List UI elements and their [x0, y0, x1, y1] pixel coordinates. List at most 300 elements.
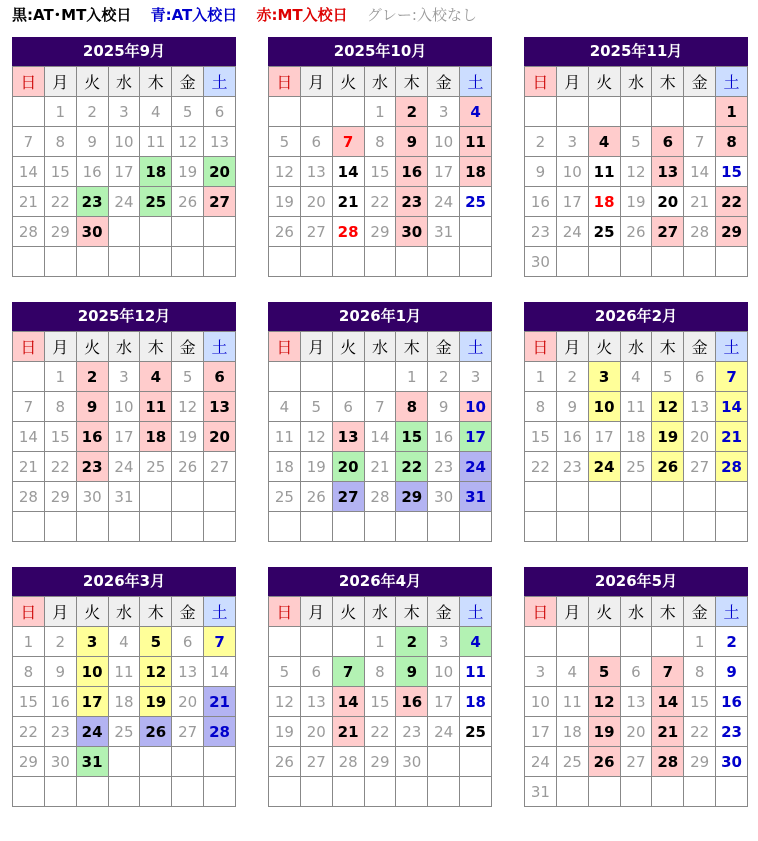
day-cell: 25 — [108, 717, 140, 747]
day-cell: 12 — [652, 392, 684, 422]
day-cell: 9 — [76, 392, 108, 422]
empty-cell — [460, 217, 492, 247]
week-row — [525, 452, 748, 482]
day-cell: 13 — [204, 392, 236, 422]
day-cell: 17 — [428, 687, 460, 717]
empty-cell — [620, 247, 652, 277]
week-row — [269, 97, 492, 127]
day-cell: 24 — [428, 187, 460, 217]
day-cell: 12 — [172, 392, 204, 422]
day-cell: 14 — [684, 157, 716, 187]
empty-cell — [364, 512, 396, 542]
empty-cell — [428, 777, 460, 807]
empty-cell — [172, 747, 204, 777]
weekday-header: 水 — [364, 67, 396, 97]
day-cell: 11 — [140, 127, 172, 157]
day-cell: 11 — [269, 422, 301, 452]
empty-cell — [332, 777, 364, 807]
day-cell: 18 — [269, 452, 301, 482]
empty-cell — [44, 777, 76, 807]
empty-cell — [13, 777, 45, 807]
day-cell: 5 — [652, 362, 684, 392]
empty-cell — [300, 247, 332, 277]
weekday-header: 木 — [652, 332, 684, 362]
empty-cell — [76, 512, 108, 542]
legend-blue: 青:AT入校日 — [150, 6, 238, 24]
week-row — [13, 777, 236, 807]
day-cell: 18 — [588, 187, 620, 217]
day-cell: 25 — [140, 187, 172, 217]
empty-cell — [364, 247, 396, 277]
day-cell: 3 — [108, 362, 140, 392]
day-cell: 20 — [300, 717, 332, 747]
month-calendar — [12, 37, 236, 277]
day-cell: 10 — [76, 657, 108, 687]
week-row — [269, 747, 492, 777]
day-cell: 6 — [620, 657, 652, 687]
weekday-header: 日 — [13, 597, 45, 627]
day-cell: 17 — [556, 187, 588, 217]
month-title: 2025年12月 — [12, 302, 236, 331]
day-cell: 20 — [204, 157, 236, 187]
day-cell: 28 — [652, 747, 684, 777]
month-calendar — [12, 567, 236, 807]
day-cell: 18 — [460, 687, 492, 717]
day-cell: 3 — [460, 362, 492, 392]
empty-cell — [269, 512, 301, 542]
empty-cell — [684, 97, 716, 127]
day-cell: 20 — [684, 422, 716, 452]
empty-cell — [396, 247, 428, 277]
month-title: 2026年4月 — [268, 567, 492, 596]
day-cell: 8 — [716, 127, 748, 157]
empty-cell — [140, 512, 172, 542]
month-title: 2025年9月 — [12, 37, 236, 66]
empty-cell — [140, 247, 172, 277]
empty-cell — [108, 512, 140, 542]
empty-cell — [140, 747, 172, 777]
day-cell: 30 — [44, 747, 76, 777]
day-cell: 30 — [396, 747, 428, 777]
weekday-header: 金 — [684, 67, 716, 97]
day-cell: 4 — [588, 127, 620, 157]
empty-cell — [76, 247, 108, 277]
empty-cell — [620, 627, 652, 657]
day-cell: 19 — [140, 687, 172, 717]
day-cell: 20 — [300, 187, 332, 217]
day-cell: 13 — [652, 157, 684, 187]
weekday-header: 水 — [620, 332, 652, 362]
empty-cell — [172, 777, 204, 807]
day-cell: 26 — [172, 187, 204, 217]
day-cell: 13 — [684, 392, 716, 422]
day-cell: 2 — [556, 362, 588, 392]
day-cell: 21 — [652, 717, 684, 747]
month-grid — [12, 66, 236, 277]
day-cell: 19 — [269, 187, 301, 217]
day-cell: 27 — [332, 482, 364, 512]
empty-cell — [332, 512, 364, 542]
day-cell: 24 — [76, 717, 108, 747]
week-row — [13, 217, 236, 247]
weekday-header: 木 — [140, 597, 172, 627]
day-cell: 16 — [556, 422, 588, 452]
empty-cell — [588, 627, 620, 657]
day-cell: 19 — [269, 717, 301, 747]
day-cell: 23 — [556, 452, 588, 482]
day-cell: 24 — [108, 452, 140, 482]
weekday-header: 水 — [108, 67, 140, 97]
day-cell: 3 — [556, 127, 588, 157]
week-row — [525, 512, 748, 542]
empty-cell — [300, 512, 332, 542]
weekday-header: 火 — [76, 67, 108, 97]
week-row — [13, 717, 236, 747]
month-title: 2026年5月 — [524, 567, 748, 596]
day-cell: 29 — [13, 747, 45, 777]
day-cell: 6 — [204, 362, 236, 392]
week-row — [525, 627, 748, 657]
day-cell: 2 — [44, 627, 76, 657]
day-cell: 8 — [44, 127, 76, 157]
empty-cell — [460, 512, 492, 542]
day-cell: 3 — [76, 627, 108, 657]
empty-cell — [172, 217, 204, 247]
weekday-header: 日 — [525, 597, 557, 627]
day-cell: 22 — [684, 717, 716, 747]
day-cell: 22 — [396, 452, 428, 482]
day-cell: 25 — [460, 187, 492, 217]
day-cell: 16 — [76, 157, 108, 187]
day-cell: 9 — [76, 127, 108, 157]
weekday-header: 木 — [652, 67, 684, 97]
empty-cell — [620, 97, 652, 127]
weekday-header: 月 — [300, 67, 332, 97]
day-cell: 29 — [44, 217, 76, 247]
month-calendar — [524, 567, 748, 807]
empty-cell — [588, 512, 620, 542]
weekday-header: 金 — [684, 597, 716, 627]
day-cell: 19 — [588, 717, 620, 747]
week-row — [525, 777, 748, 807]
day-cell: 21 — [364, 452, 396, 482]
weekday-header: 木 — [140, 332, 172, 362]
day-cell: 30 — [76, 482, 108, 512]
day-cell: 30 — [525, 247, 557, 277]
legend-grey: グレー:入校なし — [366, 6, 477, 24]
day-cell: 14 — [13, 157, 45, 187]
day-cell: 16 — [396, 687, 428, 717]
empty-cell — [300, 97, 332, 127]
day-cell: 5 — [172, 97, 204, 127]
day-cell: 10 — [556, 157, 588, 187]
day-cell: 18 — [140, 422, 172, 452]
empty-cell — [684, 247, 716, 277]
month-grid — [268, 331, 492, 542]
day-cell: 15 — [396, 422, 428, 452]
day-cell: 2 — [716, 627, 748, 657]
day-cell: 18 — [140, 157, 172, 187]
week-row — [525, 97, 748, 127]
weekday-header: 月 — [44, 597, 76, 627]
weekday-header: 土 — [204, 597, 236, 627]
day-cell: 1 — [684, 627, 716, 657]
day-cell: 8 — [525, 392, 557, 422]
empty-cell — [108, 777, 140, 807]
empty-cell — [204, 217, 236, 247]
day-cell: 12 — [269, 157, 301, 187]
empty-cell — [204, 747, 236, 777]
day-cell: 26 — [269, 217, 301, 247]
day-cell: 25 — [556, 747, 588, 777]
empty-cell — [396, 777, 428, 807]
day-cell: 1 — [13, 627, 45, 657]
day-cell: 17 — [108, 422, 140, 452]
empty-cell — [652, 97, 684, 127]
empty-cell — [716, 777, 748, 807]
day-cell: 12 — [620, 157, 652, 187]
day-cell: 19 — [652, 422, 684, 452]
day-cell: 22 — [13, 717, 45, 747]
empty-cell — [13, 247, 45, 277]
weekday-header: 日 — [269, 67, 301, 97]
weekday-header: 土 — [460, 597, 492, 627]
month-calendar — [12, 302, 236, 542]
day-cell: 28 — [332, 747, 364, 777]
empty-cell — [620, 512, 652, 542]
week-row — [13, 127, 236, 157]
week-row — [525, 157, 748, 187]
day-cell: 9 — [716, 657, 748, 687]
week-row — [269, 627, 492, 657]
day-cell: 7 — [684, 127, 716, 157]
weekday-header: 火 — [76, 332, 108, 362]
day-cell: 1 — [44, 97, 76, 127]
day-cell: 10 — [525, 687, 557, 717]
day-cell: 2 — [428, 362, 460, 392]
day-cell: 25 — [269, 482, 301, 512]
day-cell: 29 — [364, 747, 396, 777]
weekday-header: 木 — [396, 67, 428, 97]
day-cell: 31 — [460, 482, 492, 512]
day-cell: 16 — [428, 422, 460, 452]
day-cell: 7 — [716, 362, 748, 392]
day-cell: 2 — [396, 97, 428, 127]
day-cell: 8 — [364, 657, 396, 687]
day-cell: 5 — [588, 657, 620, 687]
month-grid — [524, 66, 748, 277]
day-cell: 13 — [300, 687, 332, 717]
day-cell: 22 — [716, 187, 748, 217]
empty-cell — [108, 217, 140, 247]
empty-cell — [652, 627, 684, 657]
empty-cell — [652, 512, 684, 542]
empty-cell — [652, 482, 684, 512]
month-grid — [12, 596, 236, 807]
empty-cell — [269, 97, 301, 127]
week-row — [525, 187, 748, 217]
day-cell: 23 — [525, 217, 557, 247]
day-cell: 22 — [44, 452, 76, 482]
day-cell: 31 — [108, 482, 140, 512]
empty-cell — [140, 217, 172, 247]
day-cell: 27 — [684, 452, 716, 482]
empty-cell — [13, 362, 45, 392]
empty-cell — [13, 97, 45, 127]
day-cell: 21 — [684, 187, 716, 217]
weekday-header: 月 — [44, 67, 76, 97]
month-title: 2025年11月 — [524, 37, 748, 66]
empty-cell — [684, 777, 716, 807]
empty-cell — [332, 362, 364, 392]
week-row — [525, 657, 748, 687]
day-cell: 2 — [525, 127, 557, 157]
weekday-header: 火 — [588, 597, 620, 627]
day-cell: 15 — [44, 157, 76, 187]
empty-cell — [716, 512, 748, 542]
empty-cell — [76, 777, 108, 807]
empty-cell — [140, 482, 172, 512]
day-cell: 22 — [525, 452, 557, 482]
week-row — [13, 482, 236, 512]
day-cell: 23 — [396, 187, 428, 217]
day-cell: 9 — [556, 392, 588, 422]
day-cell: 17 — [525, 717, 557, 747]
day-cell: 8 — [13, 657, 45, 687]
day-cell: 7 — [13, 392, 45, 422]
day-cell: 20 — [172, 687, 204, 717]
day-cell: 5 — [300, 392, 332, 422]
day-cell: 20 — [332, 452, 364, 482]
day-cell: 15 — [525, 422, 557, 452]
weekday-header: 月 — [300, 597, 332, 627]
day-cell: 26 — [620, 217, 652, 247]
day-cell: 23 — [44, 717, 76, 747]
week-row — [269, 657, 492, 687]
month-calendar — [524, 37, 748, 277]
day-cell: 23 — [76, 187, 108, 217]
day-cell: 7 — [204, 627, 236, 657]
day-cell: 24 — [460, 452, 492, 482]
weekday-header: 日 — [13, 67, 45, 97]
empty-cell — [556, 247, 588, 277]
weekday-header: 金 — [684, 332, 716, 362]
day-cell: 14 — [364, 422, 396, 452]
day-cell: 11 — [460, 657, 492, 687]
day-cell: 21 — [332, 717, 364, 747]
day-cell: 4 — [108, 627, 140, 657]
day-cell: 28 — [716, 452, 748, 482]
day-cell: 21 — [13, 187, 45, 217]
day-cell: 30 — [76, 217, 108, 247]
day-cell: 29 — [44, 482, 76, 512]
day-cell: 26 — [140, 717, 172, 747]
weekday-header: 金 — [428, 332, 460, 362]
week-row — [269, 482, 492, 512]
weekday-header: 日 — [13, 332, 45, 362]
empty-cell — [428, 247, 460, 277]
empty-cell — [300, 777, 332, 807]
weekday-header: 月 — [300, 332, 332, 362]
day-cell: 15 — [44, 422, 76, 452]
day-cell: 24 — [428, 717, 460, 747]
month-title: 2026年3月 — [12, 567, 236, 596]
weekday-header: 土 — [716, 67, 748, 97]
day-cell: 26 — [300, 482, 332, 512]
day-cell: 9 — [44, 657, 76, 687]
day-cell: 11 — [556, 687, 588, 717]
day-cell: 26 — [172, 452, 204, 482]
day-cell: 13 — [204, 127, 236, 157]
day-cell: 1 — [364, 97, 396, 127]
week-row — [13, 97, 236, 127]
day-cell: 23 — [76, 452, 108, 482]
day-cell: 19 — [172, 422, 204, 452]
weekday-header: 月 — [44, 332, 76, 362]
day-cell: 6 — [172, 627, 204, 657]
empty-cell — [556, 97, 588, 127]
day-cell: 1 — [525, 362, 557, 392]
week-row — [269, 687, 492, 717]
empty-cell — [556, 627, 588, 657]
week-row — [525, 127, 748, 157]
week-row — [13, 512, 236, 542]
day-cell: 6 — [300, 657, 332, 687]
week-row — [269, 157, 492, 187]
empty-cell — [172, 482, 204, 512]
day-cell: 31 — [428, 217, 460, 247]
day-cell: 3 — [108, 97, 140, 127]
weekday-header: 水 — [364, 597, 396, 627]
weekday-header: 火 — [332, 332, 364, 362]
week-row — [525, 687, 748, 717]
month-calendar — [268, 302, 492, 542]
day-cell: 28 — [684, 217, 716, 247]
day-cell: 10 — [428, 657, 460, 687]
empty-cell — [525, 482, 557, 512]
day-cell: 18 — [556, 717, 588, 747]
day-cell: 13 — [332, 422, 364, 452]
empty-cell — [204, 777, 236, 807]
week-row — [269, 217, 492, 247]
weekday-header: 土 — [460, 332, 492, 362]
weekday-header: 土 — [204, 67, 236, 97]
day-cell: 11 — [108, 657, 140, 687]
day-cell: 25 — [460, 717, 492, 747]
day-cell: 14 — [13, 422, 45, 452]
weekday-header: 日 — [269, 597, 301, 627]
legend-red: 赤:MT入校日 — [256, 6, 348, 24]
week-row — [269, 392, 492, 422]
day-cell: 6 — [332, 392, 364, 422]
weekday-header: 水 — [108, 597, 140, 627]
day-cell: 24 — [588, 452, 620, 482]
weekday-header: 金 — [172, 332, 204, 362]
day-cell: 7 — [652, 657, 684, 687]
day-cell: 20 — [620, 717, 652, 747]
day-cell: 9 — [525, 157, 557, 187]
weekday-header: 月 — [556, 332, 588, 362]
day-cell: 6 — [684, 362, 716, 392]
empty-cell — [460, 747, 492, 777]
empty-cell — [269, 627, 301, 657]
empty-cell — [332, 627, 364, 657]
day-cell: 16 — [716, 687, 748, 717]
day-cell: 11 — [588, 157, 620, 187]
empty-cell — [44, 512, 76, 542]
day-cell: 28 — [13, 482, 45, 512]
weekday-header: 火 — [76, 597, 108, 627]
